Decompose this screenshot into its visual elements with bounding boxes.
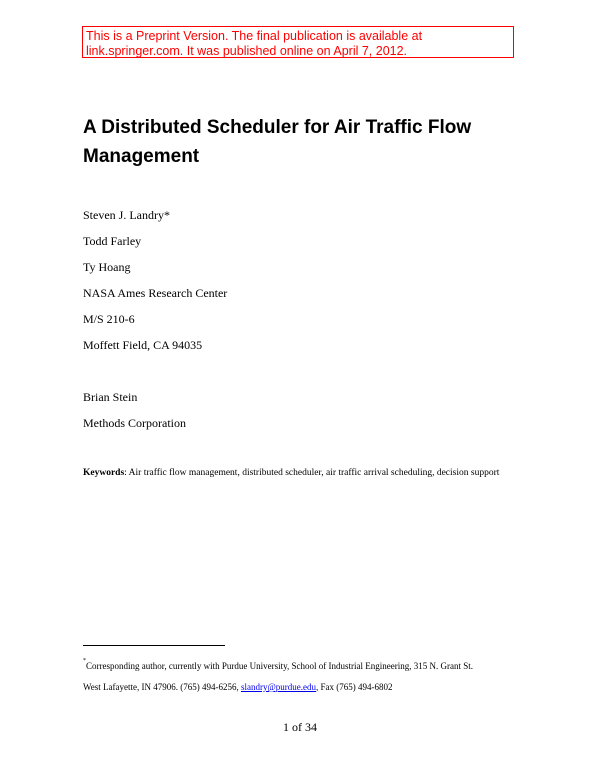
footnote-marker: *	[83, 658, 86, 664]
affiliation-mailstop: M/S 210-6	[83, 312, 135, 326]
second-affiliation-name: Methods Corporation	[83, 416, 186, 430]
author-name-hoang: Ty Hoang	[83, 260, 131, 274]
keywords-label: Keywords	[83, 468, 125, 478]
preprint-notice-line-2: link.springer.com. It was published online on April 7, 2012.	[86, 43, 408, 58]
paper-title-line-1: A Distributed Scheduler for Air Traffic Flow	[83, 117, 472, 138]
footnote-text-1: Corresponding author, currently with Purdue University, School of Industrial Engineering, 315 N. Grant St.	[86, 661, 473, 671]
footnote-divider	[83, 645, 225, 646]
author-email-link[interactable]: slandry@purdue.edu	[240, 682, 317, 692]
preprint-notice-box	[82, 26, 514, 58]
affiliation-name: NASA Ames Research Center	[83, 286, 228, 300]
preprint-notice-line-1: This is a Preprint Version. The final publication is available at	[86, 29, 423, 43]
footnote-line-1	[83, 656, 473, 677]
author-name-farley: Todd Farley	[83, 234, 142, 248]
author-name-landry: Steven J. Landry*	[83, 208, 170, 222]
paper-title-line-2: Management	[83, 146, 200, 167]
footnote	[83, 656, 473, 698]
page-number: 1 of 34	[283, 720, 317, 734]
footnote-line-2	[83, 677, 473, 698]
paper-title	[83, 113, 543, 171]
affiliation-address: Moffett Field, CA 94035	[83, 338, 203, 352]
keywords-text: Air traffic flow management, distributed scheduler, air traffic arrival scheduling, decision support	[128, 468, 500, 478]
footnote-fax: , Fax (765) 494-6802	[316, 682, 393, 692]
author-name-stein: Brian Stein	[83, 390, 138, 404]
footnote-contact: West Lafayette, IN 47906. (765) 494-6256,	[83, 682, 241, 692]
keywords-separator: :	[124, 468, 129, 478]
keywords-line	[83, 468, 499, 478]
